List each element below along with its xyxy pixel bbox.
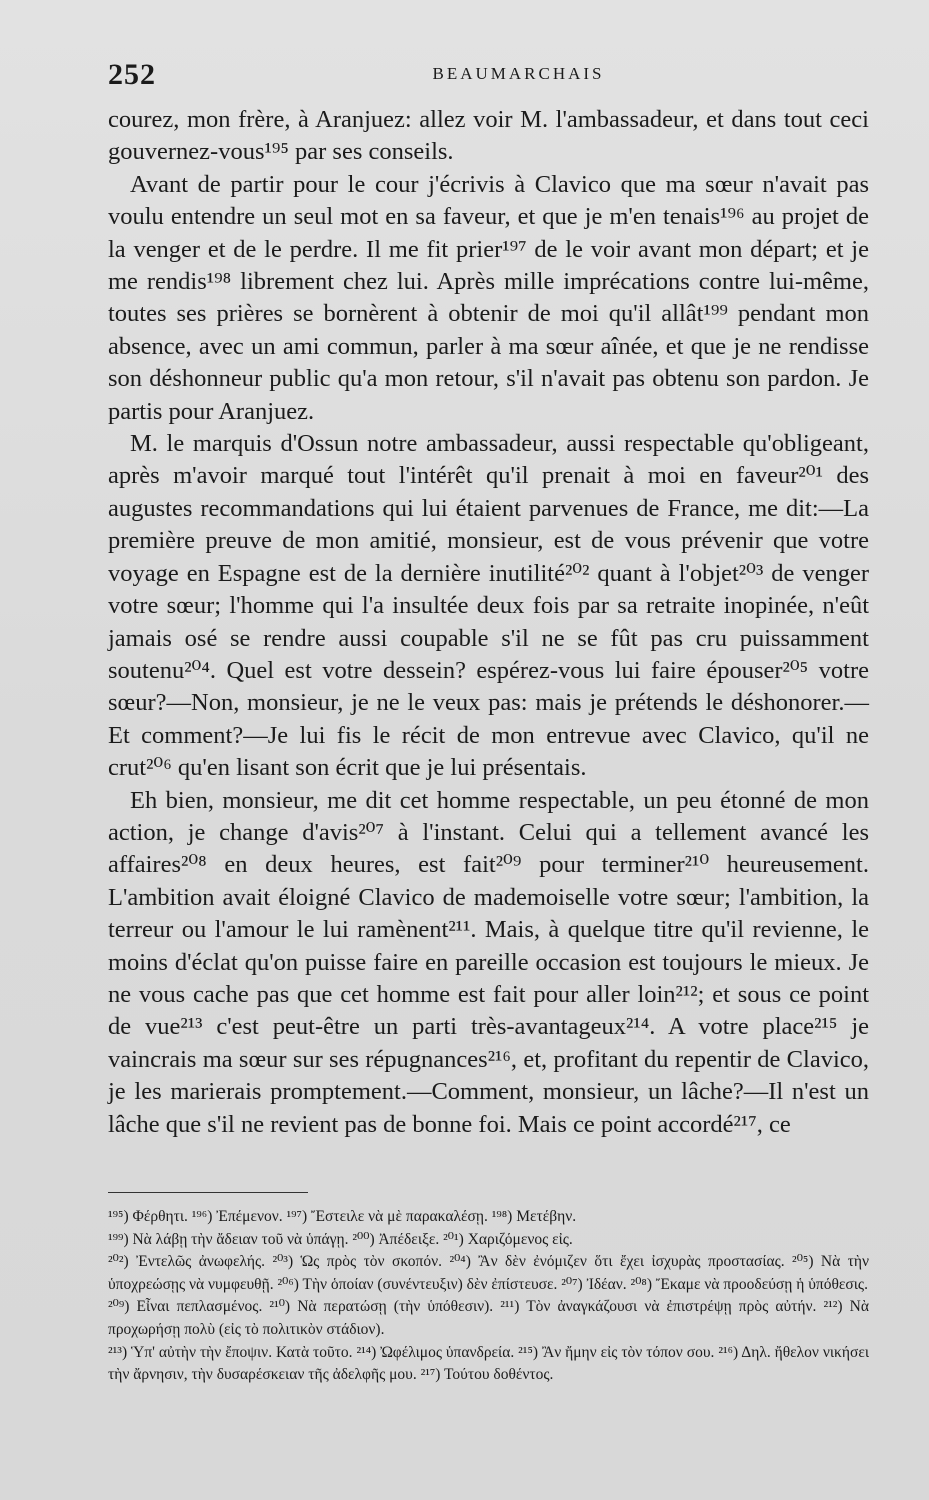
page-number: 252 [108, 58, 156, 91]
footnote-line: ²⁰²) Ἐντελῶς ἀνωφελής. ²⁰³) Ὡς πρὸς τὸν σκοπόν. ²⁰⁴) Ἂν δὲν ἐνόμιζεν ὅτι ἔχει ἰσχυρὰς προστασίας. ²⁰⁵) Νὰ τὴν ὑποχρεώσῃς νὰ νυμφευθῇ. ²⁰⁶) Τὴν ὁποίαν (συνέντευξιν) δὲν ἐπίστευσε. ²⁰⁷) Ἰδέαν. ²⁰⁸) Ἔκαμε νὰ προοδεύσῃ ἡ ὑπόθεσις. [108, 1253, 869, 1293]
main-text [108, 104, 869, 1141]
footnote-line: ²¹³) Ὑπ' αὐτὴν τὴν ἔποψιν. Κατὰ τοῦτο. ²¹⁴) Ὠφέλιμος ὑπανδρεία. ²¹⁵) Ἂν ἤμην εἰς τὸν τόπον σου. ²¹⁶) Δηλ. ἤθελον νικήσει τὴν ἄρνησιν, τὴν δυσαρέσκειαν τῆς ἀδελφῆς μου. ²¹⁷) Τούτου δοθέντος. [108, 1343, 869, 1384]
footnote-line: ¹⁹⁹) Νὰ λάβῃ τὴν ἄδειαν τοῦ νὰ ὑπάγῃ. ²⁰⁰) Ἀπέδειξε. ²⁰¹) Χαριζόμενος εἰς. [108, 1230, 573, 1248]
footnote-divider [108, 1192, 308, 1193]
running-title: BEAUMARCHAIS [432, 64, 605, 83]
paragraph: Avant de partir pour le cour j'écrivis à Clavico que ma sœur n'avait pas voulu entendre un seul mot en sa faveur, et que je m'en tenais¹⁹⁶ au projet de la venger et de le perdre. Il me fit prier¹⁹⁷ de le voir avant mon départ; et je me rendis¹⁹⁸ librement chez lui. Après mille imprécations contre lui-même, toutes ses prières se bornèrent à obtenir de moi qu'il allât¹⁹⁹ pendant mon absence, avec un ami commun, parler à ma sœur aînée, et que je ne rendisse son déshonneur public qu'a mon retour, s'il n'avait pas obtenu son pardon. Je partis pour Aranjuez. [108, 170, 869, 425]
paragraph: courez, mon frère, à Aranjuez: allez voir M. l'ambassadeur, et dans tout ceci gouvernez-vous¹⁹⁵ par ses conseils. [108, 106, 869, 166]
running-head [108, 58, 869, 98]
footnotes [108, 1206, 869, 1387]
footnote-line: ¹⁹⁵) Φέρθητι. ¹⁹⁶) Ἐπέμενον. ¹⁹⁷) Ἔστειλε νὰ μὲ παρακαλέσῃ. ¹⁹⁸) Μετέβην. [108, 1208, 577, 1225]
paragraph: Eh bien, monsieur, me dit cet homme respectable, un peu étonné de mon action, je change d'avis²⁰⁷ à l'instant. Celui qui a tellement avancé les affaires²⁰⁸ en deux heures, est fait²⁰⁹ pour terminer²¹⁰ heureusement. L'ambition avait éloigné Clavico de mademoiselle votre sœur; l'ambition, la terreur ou l'amour le lui ramènent²¹¹. Mais, à quelque titre qu'il revienne, le moins d'éclat qu'on puisse faire en pareille occasion est toujours le mieux. Je ne vous cache pas que cet homme est fait pour aller loin²¹²; et sous ce point de vue²¹³ c'est peut-être un parti très-avantageux²¹⁴. A votre place²¹⁵ je vaincrais ma sœur sur ses répugnances²¹⁶, et, profitant du repentir de Clavico, je les marierais promptement.—Comment, monsieur, un lâche?—Il n'est un lâche que s'il ne revient pas de bonne foi. Mais ce point accordé²¹⁷, ce [108, 786, 869, 1138]
footnote-line: ²⁰⁹) Εἶναι πεπλασμένος. ²¹⁰) Νὰ περατώσῃ (τὴν ὑπόθεσιν). ²¹¹) Τὸν ἀναγκάζουσι νὰ ἐπιστρέψῃ πρὸς αὐτήν. ²¹²) Νὰ προχωρήσῃ πολὺ (εἰς τὸ πολιτικὸν στάδιον). [108, 1298, 869, 1338]
paragraph: M. le marquis d'Ossun notre ambassadeur, aussi respectable qu'obligeant, après m'avoir marqué tout l'intérêt qu'il prenait à moi en faveur²⁰¹ des augustes recommandations qui lui étaient parvenues de France, me dit:—La première preuve de mon amitié, monsieur, est de vous prévenir que votre voyage en Espagne est de la dernière inutilité²⁰² quant à l'objet²⁰³ de venger votre sœur; l'homme qui l'a insultée deux fois par sa retraite inopinée, n'eût jamais osé se rendre aussi coupable s'il ne se fût pas cru puissamment soutenu²⁰⁴. Quel est votre dessein? espérez-vous lui faire épouser²⁰⁵ votre sœur?—Non, monsieur, je ne le veux pas: mais je prétends le déshonorer.—Et comment?—Je lui fis le récit de mon entrevue avec Clavico, qu'il ne crut²⁰⁶ qu'en lisant son écrit que je lui présentais. [108, 430, 869, 782]
